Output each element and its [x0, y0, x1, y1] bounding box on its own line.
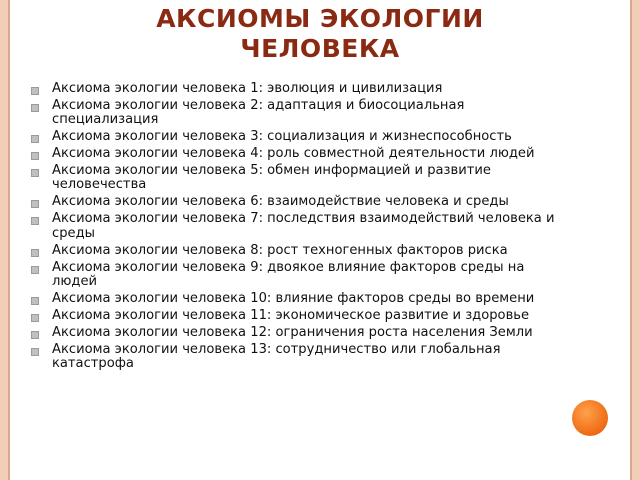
list-item: [30, 164, 570, 192]
list-item: [30, 212, 570, 240]
list-item: [30, 82, 570, 96]
list-item-text: Аксиома экологии человека 12: ограничения роста населения Земли: [52, 324, 533, 340]
list-item: [30, 130, 570, 144]
bullet-icon: [31, 297, 39, 305]
list-item-text: Аксиома экологии человека 7: последствия взаимодействий человека и среды: [52, 211, 555, 241]
right-border-rail: [630, 0, 640, 480]
list-item: [30, 309, 570, 323]
bullet-icon: [31, 152, 39, 160]
bullet-icon: [31, 135, 39, 143]
list-item: [30, 195, 570, 209]
slide-title: [60, 4, 580, 64]
list-item: [30, 147, 570, 161]
bullet-icon: [31, 217, 39, 225]
list-item: [30, 261, 570, 289]
list-item: [30, 99, 570, 127]
title-line-2: ЧЕЛОВЕКА: [240, 34, 400, 63]
list-item-text: Аксиома экологии человека 9: двоякое влияние факторов среды на людей: [52, 259, 525, 289]
list-item-text: Аксиома экологии человека 13: сотрудничество или глобальная катастрофа: [52, 341, 501, 372]
list-item-text: Аксиома экологии человека 8: рост техногенных факторов риска: [52, 242, 508, 258]
list-item: [30, 292, 570, 306]
list-item-text: Аксиома экологии человека 11: экономическое развитие и здоровье: [52, 307, 530, 323]
bullet-icon: [31, 314, 39, 322]
list-item-text: Аксиома экологии человека 3: социализация и жизнеспособность: [52, 129, 512, 145]
bullet-icon: [31, 104, 39, 112]
list-item: [30, 244, 570, 258]
list-item: [30, 326, 570, 340]
bullet-icon: [31, 87, 39, 95]
list-item-text: Аксиома экологии человека 5: обмен информацией и развитие человечества: [52, 163, 491, 193]
axiom-list: [30, 82, 570, 374]
list-item-text: Аксиома экологии человека 4: роль совместной деятельности людей: [52, 146, 535, 162]
title-line-1: АКСИОМЫ ЭКОЛОГИИ: [156, 4, 484, 33]
bullet-icon: [31, 266, 39, 274]
bullet-icon: [31, 249, 39, 257]
bullet-icon: [31, 331, 39, 339]
list-item-text: Аксиома экологии человека 10: влияние факторов среды во времени: [52, 290, 535, 306]
list-item: [30, 343, 570, 371]
bullet-icon: [31, 200, 39, 208]
decorative-orange-circle: [572, 400, 608, 436]
list-item-text: Аксиома экологии человека 6: взаимодействие человека и среды: [52, 194, 509, 210]
bullet-icon: [31, 169, 39, 177]
list-item-text: Аксиома экологии человека 1: эволюция и цивилизация: [52, 81, 443, 96]
left-border-rail: [0, 0, 10, 480]
list-item-text: Аксиома экологии человека 2: адаптация и биосоциальная специализация: [52, 98, 465, 128]
bullet-icon: [31, 348, 39, 356]
